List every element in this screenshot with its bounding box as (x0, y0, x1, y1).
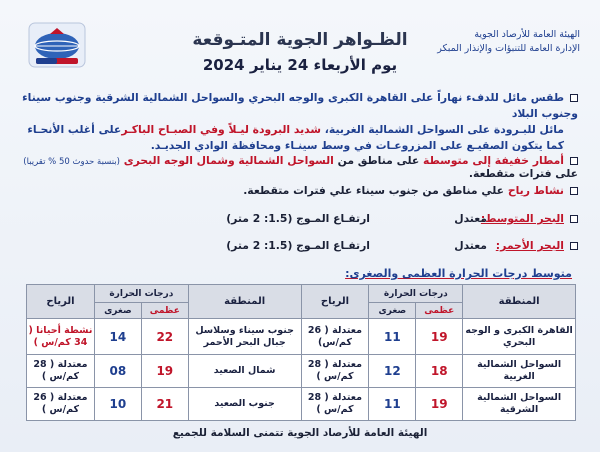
header-region: المنطقة (463, 285, 576, 319)
bullet-temperature (18, 90, 578, 154)
region-cell: القاهرة الكبرى و الوجه البحري (463, 319, 576, 355)
min-temp-cell: 12 (369, 355, 416, 388)
b1-line2c: على أغلب الأنحـاء (27, 123, 122, 136)
wind-cell: معتدلة ( 26 كم/س) (301, 319, 369, 355)
page-title: الظـواهر الجوية المتـوقعة (192, 30, 408, 50)
table-row (27, 319, 576, 355)
wind-cell: معتدلة ( 28 كم/س ) (27, 355, 95, 388)
b1-line3: كما يتكون الصقيـع على المزروعـات في وسط سينـاء ومحافظة الوادي الجديـد. (150, 139, 564, 152)
temperature-table-title: متوسط درجات الحرارة العظمى والصغرى: (345, 267, 572, 280)
min-temp-cell: 11 (369, 319, 416, 355)
header-temps: درجات الحرارة (94, 285, 188, 303)
b3-a: نشاط رياح (507, 184, 564, 197)
b2-a: أمطار خفيفة إلى متوسطة (423, 154, 564, 167)
max-temp-cell: 18 (416, 355, 463, 388)
checkbox-bullet-icon (570, 215, 578, 223)
max-temp-cell: 21 (141, 388, 188, 421)
bullet-wind (18, 184, 578, 197)
header-min: صغرى (369, 303, 416, 319)
med-sea-label: البحر المتوسط: (481, 212, 578, 225)
ema-logo (28, 22, 86, 68)
wind-cell: نشطة أحيانا ( 34 كم/س ) (27, 319, 95, 355)
med-sea-state: معتدل (454, 212, 487, 225)
checkbox-bullet-icon (570, 94, 578, 102)
checkbox-bullet-icon (570, 242, 578, 250)
region-cell: جنوب الصعيد (188, 388, 301, 421)
red-sea-state: معتدل (454, 239, 487, 252)
table-row (27, 388, 576, 421)
max-temp-cell: 19 (141, 355, 188, 388)
b3-b: علي مناطق من جنوب سيناء علي فترات متقطعة. (243, 184, 508, 197)
med-sea-wave: ارتفـاع المـوج (1.5: 2 متر) (226, 212, 370, 225)
wind-cell: معتدلة ( 28 كم/س ) (301, 388, 369, 421)
region-cell: جنوب سيناء وسلاسل جبال البحر الأحمر (188, 319, 301, 355)
min-temp-cell: 08 (94, 355, 141, 388)
bullet-rain (18, 154, 578, 180)
header-wind: الرياح (27, 285, 95, 319)
header-temps: درجات الحرارة (369, 285, 463, 303)
table-row (27, 355, 576, 388)
org-line1: الهيئة العامة للأرصاد الجوية (474, 29, 580, 40)
region-cell: السواحل الشمالية الغربية (463, 355, 576, 388)
b1-line2b: شديد البرودة ليـلاً وفي الصبـاح الباكـر (121, 123, 322, 136)
b2-e: على فترات متقطعة. (468, 167, 578, 180)
wind-cell: معتدلة ( 28 كم/س ) (301, 355, 369, 388)
b1-line2a: مائل للبـرودة على السواحل الشمالية الغربية، (321, 123, 564, 136)
header-max: عظمى (141, 303, 188, 319)
b1-line1: طقس مائل للدفء نهاراً على القاهرة الكبرى والوجه البحري والسواحل الشمالية الشرقية وجنوب سيناء وجنوب البلاد (22, 91, 578, 120)
max-temp-cell: 19 (416, 388, 463, 421)
min-temp-cell: 11 (369, 388, 416, 421)
max-temp-cell: 22 (141, 319, 188, 355)
org-line2: الإدارة العامة للتنبؤات والإنذار المبكر (437, 43, 580, 54)
footer-message: الهيئة العامة للأرصاد الجوية تتمنى السلامة للجميع (172, 427, 428, 439)
forecast-date: يوم الأربعاء 24 يناير 2024 (202, 56, 398, 74)
header-region: المنطقة (188, 285, 301, 319)
header-min: صغرى (94, 303, 141, 319)
min-temp-cell: 14 (94, 319, 141, 355)
region-cell: السواحل الشمالية الشرقية (463, 388, 576, 421)
checkbox-bullet-icon (570, 157, 578, 165)
temperature-table (26, 284, 576, 421)
red-sea-wave: ارتفـاع المـوج (1.5: 2 متر) (226, 239, 370, 252)
region-cell: شمال الصعيد (188, 355, 301, 388)
wind-cell: معتدلة ( 26 كم/س ) (27, 388, 95, 421)
b2-b: على مناطق من (333, 154, 424, 167)
red-sea-label: البحر الأحمر: (496, 239, 578, 252)
header-wind: الرياح (301, 285, 369, 319)
header-max: عظمى (416, 303, 463, 319)
checkbox-bullet-icon (570, 187, 578, 195)
b2-c: السواحل الشمالية وشمال الوجه البحرى (123, 154, 334, 167)
max-temp-cell: 19 (416, 319, 463, 355)
min-temp-cell: 10 (94, 388, 141, 421)
b2-d: (بنسبة حدوث 50 % تقريبا) (23, 157, 120, 167)
